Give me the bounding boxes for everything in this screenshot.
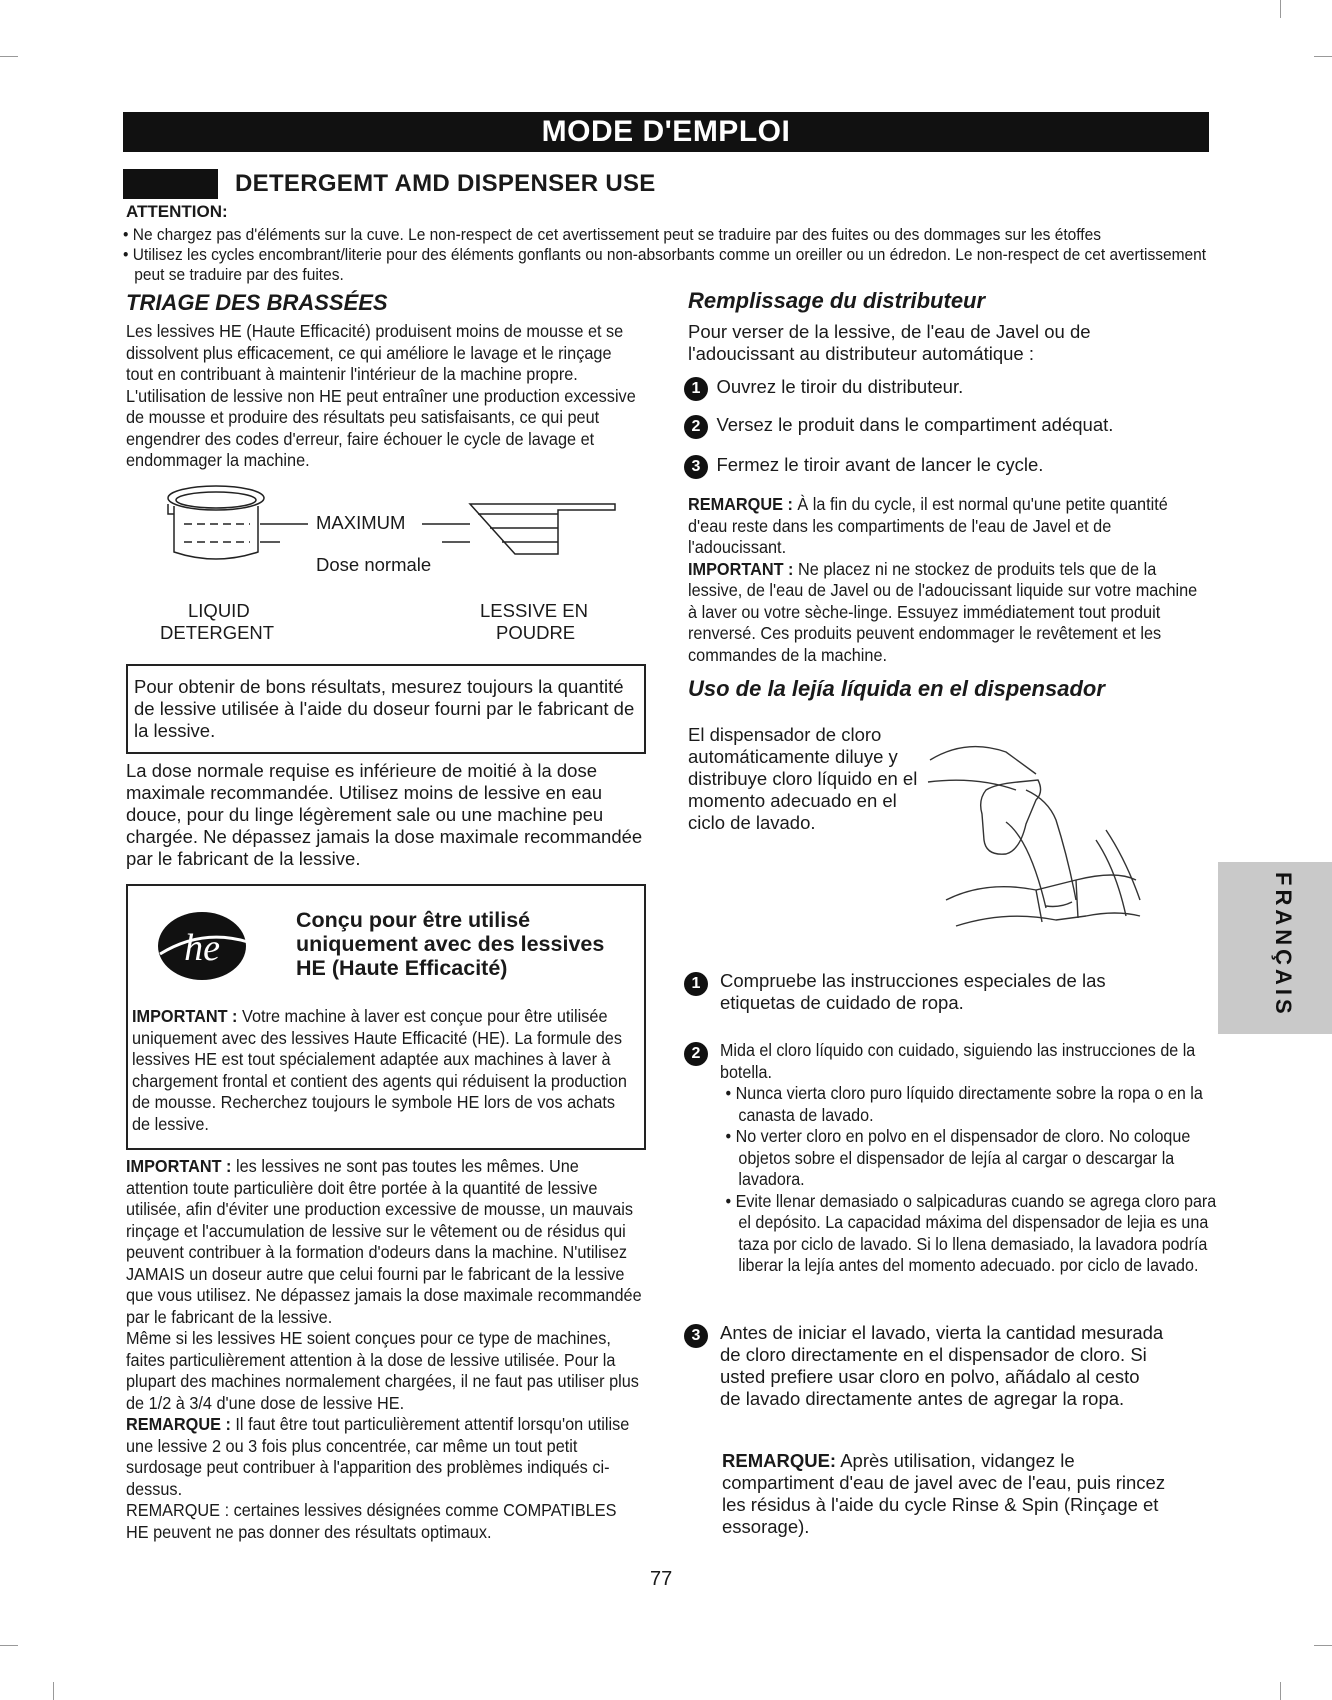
step-2: [684, 414, 1113, 439]
language-side-tab: [1218, 862, 1332, 1034]
step-number: 1: [684, 377, 708, 401]
diagram-maximum-label: MAXIMUM: [316, 512, 406, 533]
dose-text: La dose normale requise es inférieure de moitié à la dose maximale recommandée. Utilisez moins de lessive en eau douce, pour du linge légèrement sale ou une machine peu chargée. Ne dépassez jamais la dose maximale recommandée par le fabricant de la lessive.: [126, 760, 643, 869]
remarque: [126, 1414, 642, 1500]
bullet-item: • Evite llenar demasiado o salpicaduras cuando se agrega cloro para el depósito. La capacidad máxima del dispensador de lejia es una taza por ciclo de lavado. Si lo llena demasiado, la lavadora podría liberar la lejía antes del momento adecuado. por ciclo de lavado.: [725, 1190, 1217, 1275]
attention-label: ATTENTION:: [126, 202, 228, 221]
step-text: Mida el cloro líquido con cuidado, siguiendo las instrucciones de la botella.: [720, 1040, 1196, 1082]
step-number: 3: [684, 455, 708, 479]
left-intro: Les lessives HE (Haute Efficacité) produisent moins de mousse et se dissolvent plus efficacement, ce qui améliore le lavage et le rinçage tout en contribuant à maintenir l'intérieur de la machine propre. L'utilisation de lessive non HE peut entraîner une production excessive de mousse et produire des résultats peu satisfaisants, ce qui peut engendrer des codes d'erreur, faire échouer le cycle de lavage et endommager la machine.: [126, 321, 636, 470]
step-3: [684, 454, 1043, 479]
right-remarque-label: REMARQUE :: [688, 494, 793, 514]
side-tab-label: FRANÇAIS: [1271, 872, 1296, 1018]
he-logo-text: he: [184, 927, 220, 969]
attention-item: • Utilisez les cycles encombrant/literie pour des éléments gonflants ou non-absorbants comme un oreiller ou un édredon. Le non-respect de cet avertissement peut se traduire par des fuites.: [123, 246, 1207, 284]
powder-scoop-icon: [470, 504, 615, 554]
measure-box-text: Pour obtenir de bons résultats, mesurez toujours la quantité de lessive utilisée à l'aide du doseur fourni par le fabricant de la lessive.: [134, 676, 635, 741]
he-box: [126, 884, 646, 1150]
step-2-content: [720, 1040, 1221, 1277]
pouring-bleach-icon: [926, 730, 1146, 950]
remarque2-text: REMARQUE : certaines lessives désignées comme COMPATIBLES HE peuvent ne pas donner des résultats optimaux.: [126, 1500, 617, 1542]
step-text: Antes de iniciar el lavado, vierta la cantidad mesurada de cloro directamente en el dispensador de cloro. Si usted prefiere usar cloro en polvo, añádalo al cesto de lavado directamente antes de agregar la ropa.: [720, 1322, 1164, 1409]
final-remarque-text: Après utilisation, vidangez le compartiment d'eau de javel avec de l'eau, puis rincez les résidus à l'aide du cycle Rinse & Spin (Rinçage et essorage).: [722, 1450, 1166, 1537]
diagram-detergent-label: DETERGENT: [160, 622, 275, 643]
step-number: 1: [684, 972, 708, 996]
he-box-important: [132, 1006, 634, 1135]
page-number: 77: [650, 1568, 673, 1590]
important2-text: les lessives ne sont pas toutes les mêmes. Une attention toute particulière doit être portée à la quantité de lessive utilisée, afin d'éviter une production excessive de mousse, un mauvais rinçage et l'accumulation de lessive sur le vêtement ou de résidus qui peuvent contribuer à la formation d'odeurs dans la machine. N'utilisez JAMAIS un doseur autre que celui fourni par le fabricant de la lessive que vous utilisez. Ne dépassez jamais la dose maximale recommandée par le fabricant de la lessive.: [126, 1156, 642, 1327]
step-number: 2: [684, 1042, 708, 1066]
crop-mark: [0, 1645, 18, 1646]
step-number: 3: [684, 1324, 708, 1348]
right-heading-2: Uso de la lejía líquida en el dispensador: [688, 676, 1105, 701]
crop-mark: [1314, 1645, 1332, 1646]
page-banner: MODE D'EMPLOI: [123, 112, 1209, 152]
diagram-poudre-label: POUDRE: [496, 622, 576, 643]
diagram-normal-label: Dose normale: [316, 554, 432, 575]
right-notes: [688, 494, 1201, 666]
crop-mark: [1280, 1682, 1281, 1700]
measure-box: [126, 664, 646, 754]
cloro-text: El dispensador de cloro automáticamente diluye y distribuye cloro líquido en el momento adecuado en el ciclo de lavado.: [688, 724, 918, 833]
attention-list: [123, 225, 1213, 285]
right-intro: Pour verser de la lessive, de l'eau de Javel ou de l'adoucissant au distributeur automátique :: [688, 321, 1091, 364]
important2: [126, 1156, 642, 1328]
step-text: Fermez le tiroir avant de lancer le cycle.: [716, 454, 1044, 475]
he-logo-icon: [152, 908, 252, 984]
final-remarque-label: REMARQUE:: [722, 1450, 837, 1471]
he-important-label: IMPORTANT :: [132, 1006, 238, 1026]
right-important-text: Ne placez ni ne stockez de produits tels que de la lessive, de l'eau de Javel ou de l'adoucissant liquide sur votre machine à laver ou votre sèche-linge. Essuyez immédiatement tout produit renversé. Ces produits peuvent endommager le revêtement et les commandes de la machine.: [688, 558, 1198, 665]
crop-mark: [0, 56, 18, 57]
right-remarque-text: À la fin du cycle, il est normal qu'une petite quantité d'eau reste dans les compartiments de l'eau de Javel et de l'adoucissant.: [688, 494, 1168, 557]
right-heading-1: Remplissage du distributeur: [688, 288, 986, 313]
crop-mark: [1280, 0, 1281, 18]
step-number: 2: [684, 415, 708, 439]
step-text: Versez le produit dans le compartiment adéquat.: [716, 414, 1114, 435]
attention-item: • Ne chargez pas d'éléments sur la cuve. Le non-respect de cet avertissement peut se traduire par des fuites ou des dommages sur les étoffes: [123, 226, 1102, 244]
step-1: [684, 376, 963, 401]
section-title: DETERGEMT AMD DISPENSER USE: [235, 170, 656, 197]
bleach-step-1: [684, 970, 1164, 1014]
left-heading: TRIAGE DES BRASSÉES: [126, 290, 388, 315]
left-lower-text: [126, 1156, 642, 1543]
bullet-item: • Nunca vierta cloro puro líquido directamente sobre la ropa o en la canasta de lavado.: [725, 1083, 1203, 1125]
remarque-label: REMARQUE :: [126, 1414, 231, 1434]
bleach-step-2: [684, 1040, 1224, 1277]
right-important-label: IMPORTANT :: [688, 558, 794, 579]
section-block: [123, 169, 218, 199]
step-text: Ouvrez le tiroir du distributeur.: [716, 376, 964, 397]
liquid-cup-icon: [168, 486, 264, 559]
final-remarque: [722, 1450, 1166, 1538]
right-important: [688, 559, 1201, 667]
step-text: Compruebe las instrucciones especiales de las etiquetas de cuidado de ropa.: [720, 970, 1106, 1013]
bleach-step-3: [684, 1322, 1164, 1410]
important2-label: IMPORTANT :: [126, 1156, 232, 1176]
he-important-text: Votre machine à laver est conçue pour être utilisée uniquement avec des lessives Haute Efficacité (HE). La formule des lessives HE est tout spécialement adaptée aux machines à laver à chargement frontal et contient des agents qui réduisent la production de mousse. Recherchez toujours le symbole HE lors de vos achats de lessive.: [132, 1006, 627, 1134]
bullet-item: • No verter cloro en polvo en el dispensador de cloro. No coloque objetos sobre el dispensador de lejía al cargar o descargar la lavadora.: [725, 1126, 1191, 1189]
remarque-text: Il faut être tout particulièrement attentif lorsqu'on utilise une lessive 2 ou 3 fois plus concentrée, car même un tout petit surdosage peut contribuer à l'apparition des problèmes indiqués ci-dessus.: [126, 1414, 630, 1499]
diagram-lessive-label: LESSIVE EN: [480, 600, 588, 621]
diagram-liquid-label: LIQUID: [188, 600, 250, 621]
meme-text: Même si les lessives HE soient conçues pour ce type de machines, faites particulièrement attention à la dose de lessive utilisée. Pour la plupart des machines normalement chargées, il ne faut pas utiliser plus de 1/2 à 3/4 d'une dose de lessive HE.: [126, 1328, 639, 1413]
right-remarque: [688, 494, 1201, 559]
crop-mark: [53, 1682, 54, 1700]
crop-mark: [1314, 56, 1332, 57]
he-box-title: Conçu pour être utilisé uniquement avec des lessives HE (Haute Efficacité): [296, 908, 605, 980]
